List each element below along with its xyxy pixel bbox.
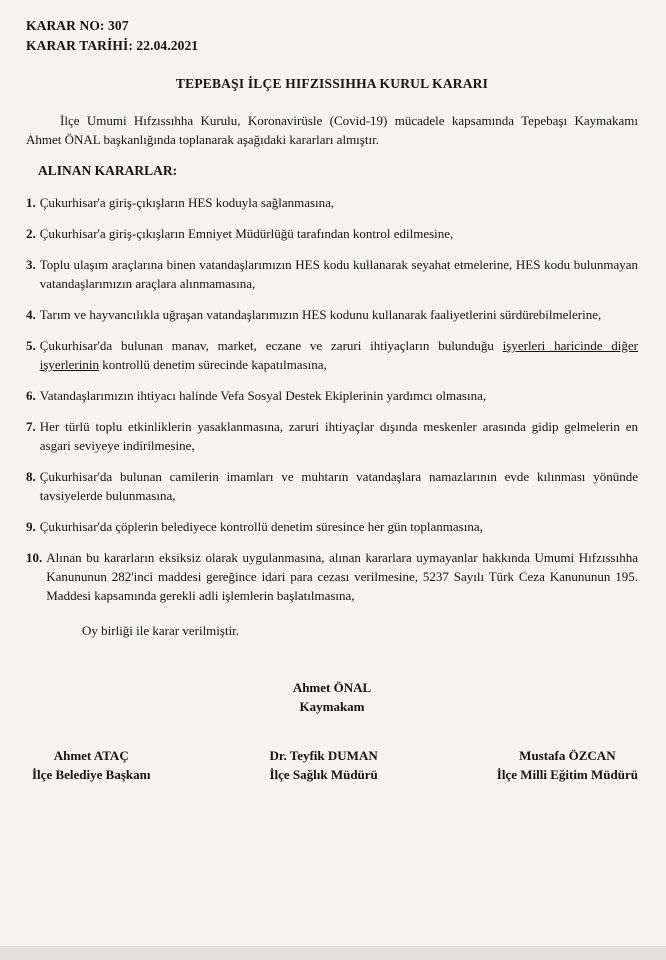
signatory-name: Mustafa ÖZCAN xyxy=(519,748,616,763)
item-text: Alınan bu kararların eksiksiz olarak uygulanmasına, alınan kararlara uymayanlar hakkında Umumi Hıfzıssıhha Kanununun 282'inci maddesi gereğince idari para cezası verilmesine, 5237 Sayılı Türk Ceza Kanununun 195. Maddesi kapsamında gerekli adli işlemlerin başlatılmasına, xyxy=(46,550,638,603)
signature-left xyxy=(32,746,150,784)
decision-item xyxy=(26,467,638,505)
item-number: 10. xyxy=(26,550,43,565)
signatory-role: Kaymakam xyxy=(299,699,365,714)
item-number: 2. xyxy=(26,226,36,241)
decision-item xyxy=(26,517,638,536)
item-text-part: Çukurhisar'da bulunan manav, market, eczane ve zaruri ihtiyaçların bulunduğu xyxy=(39,338,503,353)
signature-row xyxy=(26,746,638,784)
decision-item xyxy=(26,386,638,405)
decision-number: KARAR NO: 307 xyxy=(26,18,129,33)
item-number: 3. xyxy=(26,257,36,272)
document-title: TEPEBAŞI İLÇE HIFZISSIHHA KURUL KARARI xyxy=(175,76,489,91)
section-title: ALINAN KARARLAR: xyxy=(38,163,178,178)
item-text: Toplu ulaşım araçlarına binen vatandaşlarımızın HES kodu kullanarak seyahat etmelerine, HES kodu bulunmayan vatandaşlarımızın araçlara alınmamasına, xyxy=(39,257,638,291)
signatory-role: İlçe Milli Eğitim Müdürü xyxy=(496,767,638,782)
item-number: 9. xyxy=(26,519,36,534)
signatory-name: Dr. Teyfik DUMAN xyxy=(269,748,378,763)
item-text: Çukurhisar'a giriş-çıkışların HES koduyla sağlanmasına, xyxy=(39,195,335,210)
item-number: 1. xyxy=(26,195,36,210)
page-bottom-edge xyxy=(0,946,666,960)
decision-item xyxy=(26,224,638,243)
decision-item xyxy=(26,548,638,605)
item-number: 5. xyxy=(26,338,36,353)
item-number: 4. xyxy=(26,307,36,322)
decision-list xyxy=(26,193,638,605)
item-text: Çukurhisar'a giriş-çıkışların Emniyet Müdürlüğü tarafından kontrol edilmesine, xyxy=(39,226,454,241)
decision-item xyxy=(26,336,638,374)
decision-item xyxy=(26,305,638,324)
decision-item xyxy=(26,417,638,455)
signatory-role: İlçe Sağlık Müdürü xyxy=(269,767,378,782)
intro-paragraph: İlçe Umumi Hıfzıssıhha Kurulu, Koronavirüsle (Covid-19) mücadele kapsamında Tepebaşı Kaymakamı Ahmet ÖNAL başkanlığında toplanarak aşağıdaki kararları almıştır. xyxy=(26,113,638,147)
underlined-text: işyerleri haricinde diğer işyerlerinin xyxy=(39,338,639,372)
decision-item xyxy=(26,255,638,293)
decision-item xyxy=(26,193,638,212)
item-text: Vatandaşlarımızın ihtiyacı halinde Vefa Sosyal Destek Ekiplerinin yardımcı olmasına, xyxy=(39,388,487,403)
item-number: 7. xyxy=(26,419,36,434)
item-text: Çukurhisar'da bulunan camilerin imamları ve muhtarın vatandaşlara namazlarının evde kılınması yönünde tavsiyelerde bulunmasına, xyxy=(39,469,638,503)
item-text: Tarım ve hayvancılıkla uğraşan vatandaşlarımızın HES kodunu kullanarak faaliyetlerini sürdürebilmelerine, xyxy=(39,307,602,322)
item-text: Çukurhisar'da çöplerin belediyece kontrollü denetim süresince her gün toplanmasına, xyxy=(39,519,483,534)
signature-right xyxy=(497,746,638,784)
closing-statement: Oy birliği ile karar verilmiştir. xyxy=(82,623,240,638)
chair-signature xyxy=(26,678,638,716)
signatory-role: İlçe Belediye Başkanı xyxy=(32,767,151,782)
item-text-part: kontrollü denetim sürecinde kapatılmasına, xyxy=(98,357,327,372)
item-text: Her türlü toplu etkinliklerin yasaklanmasına, zaruri ihtiyaçlar dışında meskenler arasında gidip gelmelerin en asgari seviyeye indirilmesine, xyxy=(39,419,638,453)
item-number: 6. xyxy=(26,388,36,403)
item-text xyxy=(40,336,638,374)
item-number: 8. xyxy=(26,469,36,484)
signatory-name: Ahmet ATAÇ xyxy=(53,748,129,763)
signatory-name: Ahmet ÖNAL xyxy=(292,680,372,695)
decision-date: KARAR TARİHİ: 22.04.2021 xyxy=(26,38,199,53)
signature-middle xyxy=(269,746,377,784)
